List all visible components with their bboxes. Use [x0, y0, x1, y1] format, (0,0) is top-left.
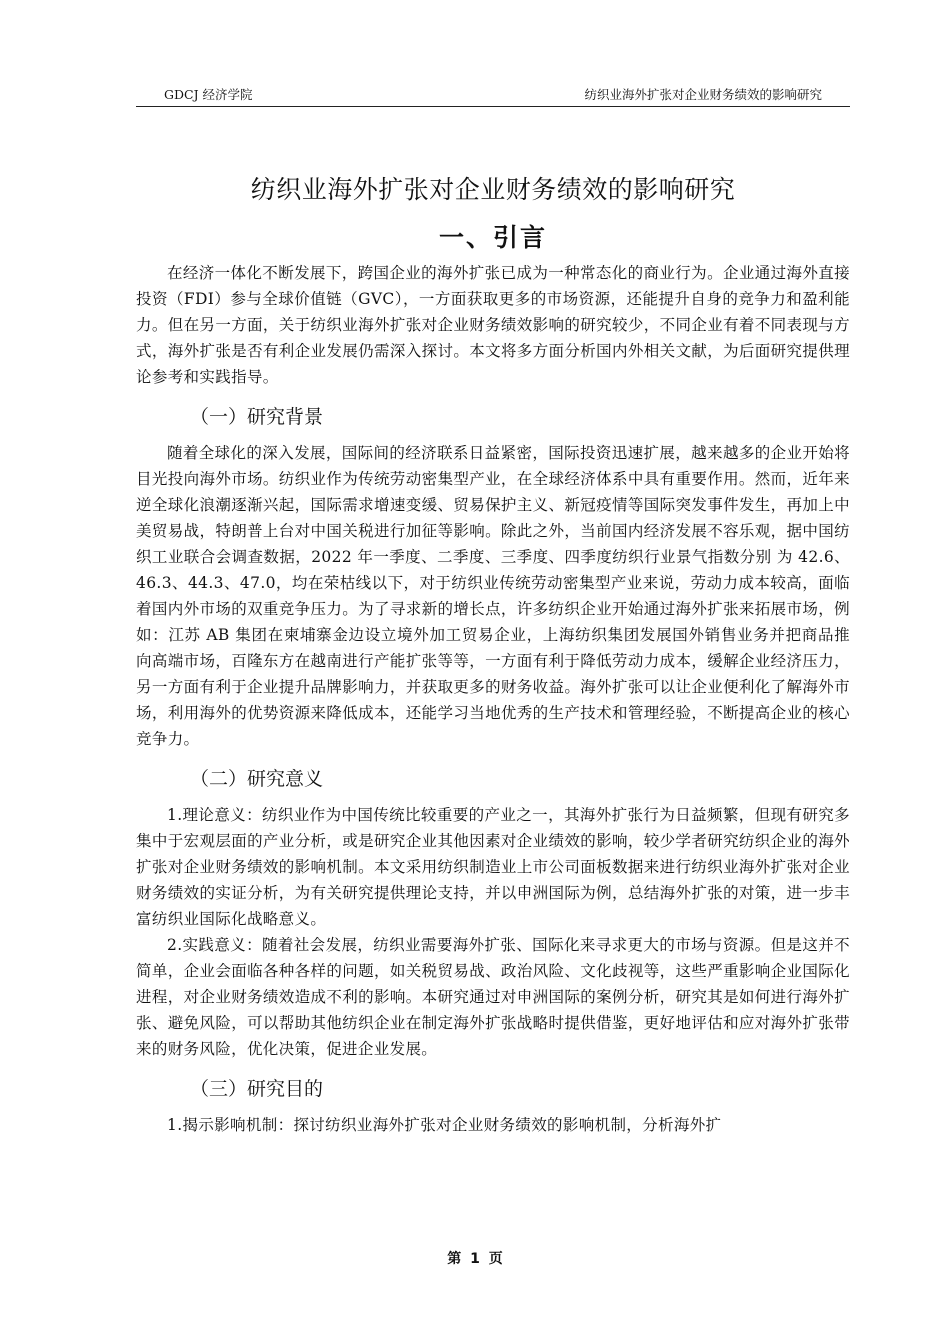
header-school: GDCJ 经济学院	[164, 87, 253, 102]
header-paper-title: 纺织业海外扩张对企业财务绩效的影响研究	[584, 87, 822, 102]
document-body	[136, 168, 850, 1138]
introduction-paragraph: 在经济一体化不断发展下，跨国企业的海外扩张已成为一种常态化的商业行为。企业通过海外直接投资（FDI）参与全球价值链（GVC），一方面获取更多的市场资源，还能提升自身的竞争力和盈利能力。但在另一方面，关于纺织业海外扩张对企业财务绩效影响的研究较少，不同企业有着不同表现与方式，海外扩张是否有利企业发展仍需深入探讨。本文将多方面分析国内外相关文献，为后面研究提供理论参考和实践指导。	[136, 264, 850, 386]
page-number: 第 1 页	[447, 1251, 503, 1267]
page-header	[136, 88, 850, 107]
subsection-heading-background: （一）研究背景	[190, 406, 324, 428]
section-heading-introduction: 一、引言	[438, 223, 547, 252]
document-title: 纺织业海外扩张对企业财务绩效的影响研究	[250, 175, 736, 204]
theoretical-significance-paragraph: 1.理论意义：纺织业作为中国传统比较重要的产业之一，其海外扩张行为日益频繁，但现有研究多集中于宏观层面的产业分析，或是研究企业其他因素对企业绩效的影响，较少学者研究纺织企业的海外扩张对企业财务绩效的影响机制。本文采用纺织制造业上市公司面板数据来进行纺织业海外扩张对企业财务绩效的实证分析，为有关研究提供理论支持，并以申洲国际为例，总结海外扩张的对策，进一步丰富纺织业国际化战略意义。	[136, 806, 850, 928]
background-paragraph: 随着全球化的深入发展，国际间的经济联系日益紧密，国际投资迅速扩展，越来越多的企业开始将目光投向海外市场。纺织业作为传统劳动密集型产业，在全球经济体系中具有重要作用。然而，近年来逆全球化浪潮逐渐兴起，国际需求增速变缓、贸易保护主义、新冠疫情等国际突发事件发生，再加上中美贸易战，特朗普上台对中国关税进行加征等影响。除此之外，当前国内经济发展不容乐观，据中国纺织工业联合会调查数据，2022 年一季度、二季度、三季度、四季度纺织行业景气指数分别 为 42.6、46.3、44.3、47.0，均在荣枯线以下，对于纺织业传统劳动密集型产业来说，劳动力成本较高，面临着国内外市场的双重竞争压力。为了寻求新的增长点，许多纺织企业开始通过海外扩张来拓展市场，例如：江苏 AB 集团在柬埔寨金边设立境外加工贸易企业，上海纺织集团发展国外销售业务并把商品推向高端市场，百隆东方在越南进行产能扩张等等，一方面有利于降低劳动力成本，缓解企业经济压力，另一方面有利于企业提升品牌影响力，并获取更多的财务收益。海外扩张可以让企业便利化了解海外市场，利用海外的优势资源来降低成本，还能学习当地优秀的生产技术和管理经验，不断提高企业的核心竞争力。	[136, 444, 850, 748]
practical-significance-paragraph: 2.实践意义：随着社会发展，纺织业需要海外扩张、国际化来寻求更大的市场与资源。但是这并不简单，企业会面临各种各样的问题，如关税贸易战、政治风险、文化歧视等，这些严重影响企业国际化进程，对企业财务绩效造成不利的影响。本研究通过对申洲国际的案例分析，研究其是如何进行海外扩张、避免风险，可以帮助其他纺织企业在制定海外扩张战略时提供借鉴，更好地评估和应对海外扩张带来的财务风险，优化决策，促进企业发展。	[136, 936, 850, 1058]
subsection-heading-significance: （二）研究意义	[190, 768, 324, 790]
purpose-item-paragraph: 1.揭示影响机制：探讨纺织业海外扩张对企业财务绩效的影响机制，分析海外扩	[167, 1116, 722, 1134]
subsection-heading-purpose: （三）研究目的	[190, 1078, 324, 1100]
